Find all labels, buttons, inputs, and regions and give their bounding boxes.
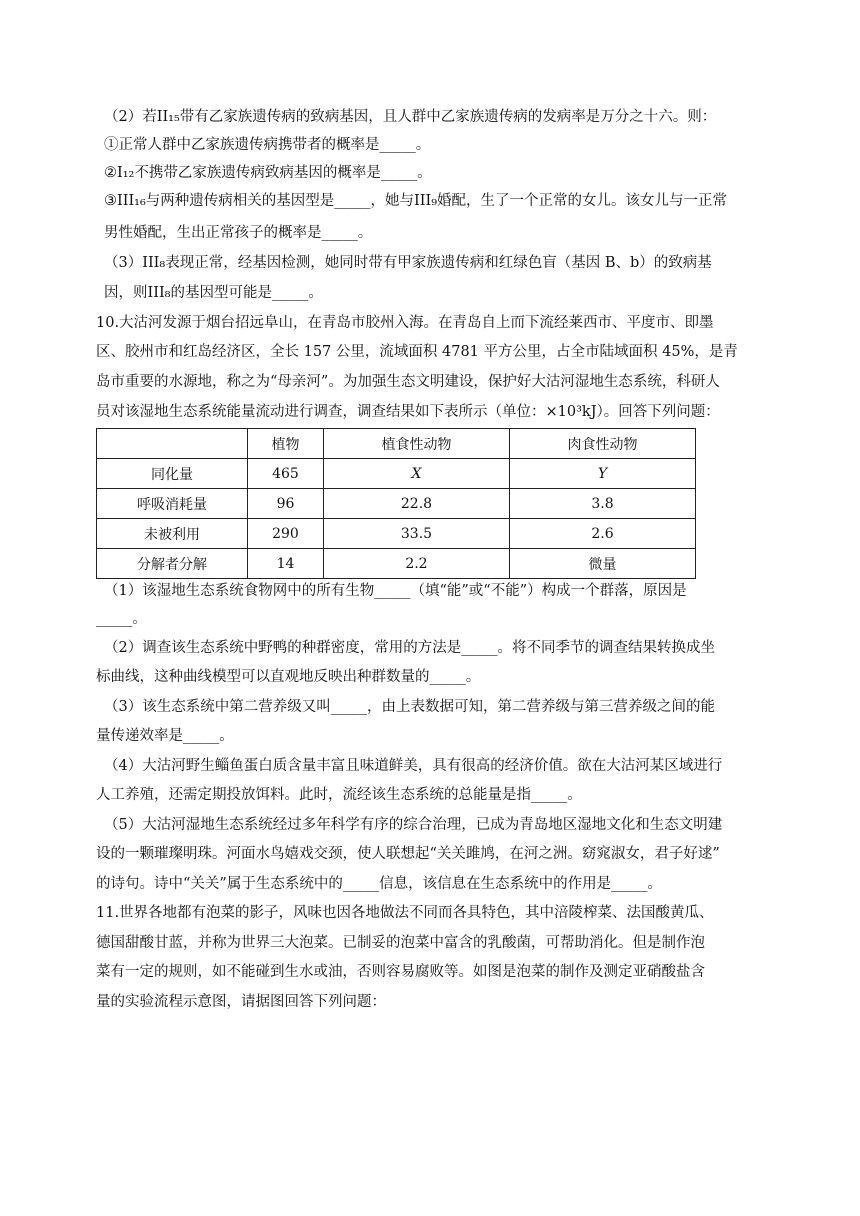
- table-row: [97, 459, 696, 489]
- q10-intro-line4: 员对该湿地生态系统能量流动进行调查，调查结果如下表所示（单位：×10³kJ）。回答下列问题：: [96, 404, 720, 420]
- table-cell: 微量: [509, 549, 695, 579]
- table-cell: Y: [509, 459, 695, 489]
- table-row: [97, 489, 696, 519]
- table-row: [97, 519, 696, 549]
- q10-sub5-line2: 设的一颗璀璨明珠。河面水鸟嬉戏交颈，使人联想起“关关雎鸠，在河之洲。窈窕淑女，君子好逑”: [96, 846, 720, 862]
- table-cell: 2.6: [509, 519, 695, 549]
- q10-intro-line2: 区、胶州市和红岛经济区，全长 157 公里，流域面积 4781 平方公里，占全市陆域面积 45%，是青: [96, 344, 738, 360]
- table-header-cell: 植食性动物: [323, 429, 509, 459]
- q10-sub5-line1: （5）大沽河湿地生态系统经过多年科学有序的综合治理，已成为青岛地区湿地文化和生态文明建: [104, 817, 723, 833]
- table-cell: 465: [248, 459, 324, 489]
- table-header-cell: [97, 429, 248, 459]
- table-row: [97, 549, 696, 579]
- table-row-label: 同化量: [97, 459, 248, 489]
- q9-part3-line1: （3）III₈表现正常，经基因检测，她同时带有甲家族遗传病和红绿色盲（基因 B、b）的致病基: [104, 255, 712, 271]
- table-header-cell: 肉食性动物: [509, 429, 695, 459]
- table-cell: 3.8: [509, 489, 695, 519]
- table-row-label: 未被利用: [97, 519, 248, 549]
- q9-part2-item3-line1: ③III₁₆与两种遗传病相关的基因型是_____，她与III₉婚配，生了一个正常的女儿。该女儿与一正常: [104, 193, 728, 209]
- q10-sub1-line1: （1）该湿地生态系统食物网中的所有生物_____（填“能”或“不能”）构成一个群落，原因是: [104, 583, 687, 599]
- q10-sub3-line1: （3）该生态系统中第二营养级又叫_____，由上表数据可知，第二营养级与第三营养级之间的能: [104, 699, 715, 715]
- table-cell: 290: [248, 519, 324, 549]
- q11-intro-line3: 菜有一定的规则，如不能碰到生水或油，否则容易腐败等。如图是泡菜的制作及测定亚硝酸盐含: [96, 964, 705, 980]
- q11-intro-line4: 量的实验流程示意图，请据图回答下列问题：: [96, 994, 386, 1010]
- table-row-label: 呼吸消耗量: [97, 489, 248, 519]
- q10-sub4-line2: 人工养殖，还需定期投放饵料。此时，流经该生态系统的总能量是指_____。: [96, 787, 582, 803]
- q9-part2-item1: ①正常人群中乙家族遗传病携带者的概率是_____。: [104, 137, 431, 153]
- q10-sub3-line2: 量传递效率是_____。: [96, 728, 234, 744]
- table-cell: X: [323, 459, 509, 489]
- table-cell: 2.2: [323, 549, 509, 579]
- q10-sub2-line1: （2）调查该生态系统中野鸭的种群密度，常用的方法是_____。将不同季节的调查结果转换成坐: [104, 640, 715, 656]
- table-cell: 96: [248, 489, 324, 519]
- table-cell: 14: [248, 549, 324, 579]
- q10-sub2-line2: 标曲线，这种曲线模型可以直观地反映出种群数量的_____。: [96, 669, 481, 685]
- q10-sub5-line3: 的诗句。诗中“关关”属于生态系统中的_____信息，该信息在生态系统中的作用是_____。: [96, 876, 662, 892]
- table-cell: 22.8: [323, 489, 509, 519]
- q10-sub1-line2: _____。: [96, 611, 147, 627]
- table-cell: 33.5: [323, 519, 509, 549]
- q9-part3-line2: 因，则III₈的基因型可能是_____。: [104, 285, 323, 301]
- q9-part2-item3-line2: 男性婚配，生出正常孩子的概率是_____。: [104, 225, 373, 241]
- q10-intro-line1: 10.大沽河发源于烟台招远阜山，在青岛市胶州入海。在青岛自上而下流经莱西市、平度市、即墨: [96, 315, 714, 331]
- q9-part2-item2: ②I₁₂不携带乙家族遗传病致病基因的概率是_____。: [104, 165, 432, 181]
- table-header-row: [97, 429, 696, 459]
- q11-intro-line2: 德国甜酸甘蓝，并称为世界三大泡菜。已制妥的泡菜中富含的乳酸菌，可帮助消化。但是制作泡: [96, 935, 705, 951]
- q10-intro-line3: 岛市重要的水源地，称之为“母亲河”。为加强生态文明建设，保护好大沽河湿地生态系统，科研人: [96, 374, 720, 390]
- table-row-label: 分解者分解: [97, 549, 248, 579]
- energy-flow-table: [96, 428, 696, 579]
- table-header-cell: 植物: [248, 429, 324, 459]
- q10-sub4-line1: （4）大沽河野生鲻鱼蛋白质含量丰富且味道鲜美，具有很高的经济价值。欲在大沽河某区域进行: [104, 758, 723, 774]
- q9-part2-intro: （2）若II₁₅带有乙家族遗传病的致病基因，且人群中乙家族遗传病的发病率是万分之十六。则：: [104, 109, 717, 125]
- q11-intro-line1: 11.世界各地都有泡菜的影子，风味也因各地做法不同而各具特色，其中涪陵榨菜、法国酸黄瓜、: [96, 905, 714, 921]
